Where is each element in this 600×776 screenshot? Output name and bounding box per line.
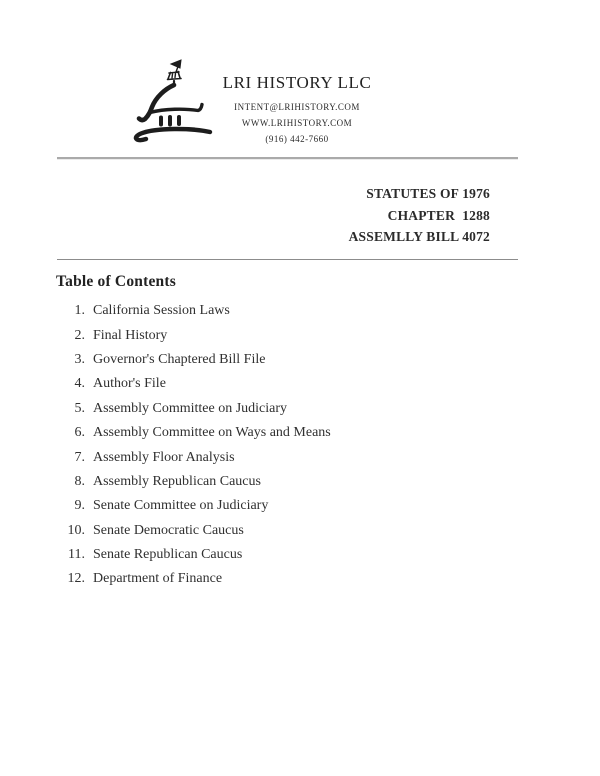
toc-item xyxy=(55,372,475,396)
toc-item xyxy=(55,567,475,591)
toc-item-label: Governor's Chaptered Bill File xyxy=(93,351,266,367)
toc-item-number: 4. xyxy=(74,376,85,392)
toc-item-label: Assembly Committee on Ways and Means xyxy=(93,425,331,441)
toc-list xyxy=(55,299,475,592)
toc-item xyxy=(55,397,475,421)
toc-item-number: 9. xyxy=(74,498,85,514)
toc-item-label: Senate Democratic Caucus xyxy=(93,522,244,538)
toc-item-label: Senate Republican Caucus xyxy=(93,547,243,563)
toc-item-number: 8. xyxy=(74,473,85,489)
horizontal-rule-top xyxy=(57,157,518,159)
toc-item-number: 3. xyxy=(74,351,85,367)
toc-item-number: 1. xyxy=(74,303,85,319)
toc-item xyxy=(55,494,475,518)
toc-item-label: Assembly Republican Caucus xyxy=(93,473,261,489)
chapter-line: CHAPTER 1288 xyxy=(387,207,490,223)
toc-item xyxy=(55,348,475,372)
toc-item xyxy=(55,543,475,567)
toc-item-label: Assembly Committee on Judiciary xyxy=(93,400,288,416)
case-info-block xyxy=(349,183,490,248)
company-name: LRI HISTORY LLC xyxy=(222,73,372,92)
toc-item-number: 2. xyxy=(74,327,85,343)
toc-item xyxy=(55,299,475,323)
toc-item-number: 11. xyxy=(68,547,85,563)
company-website: WWW.LRIHISTORY.COM xyxy=(241,118,353,128)
company-email: INTENT@LRIHISTORY.COM xyxy=(234,102,360,112)
toc-item-label: Final History xyxy=(93,327,168,343)
toc-item-label: Senate Committee on Judiciary xyxy=(93,498,269,514)
bill-line: ASSEMLLY BILL 4072 xyxy=(348,229,490,244)
letterhead xyxy=(197,73,397,147)
toc-title: Table of Contents xyxy=(56,273,176,290)
toc-item-label: California Session Laws xyxy=(93,303,230,319)
toc-item-number: 5. xyxy=(74,400,85,416)
toc-item xyxy=(55,519,475,543)
horizontal-rule-middle xyxy=(57,259,518,260)
toc-item-label: Assembly Floor Analysis xyxy=(93,449,235,465)
toc-item-number: 12. xyxy=(67,571,85,587)
toc-item-number: 6. xyxy=(74,425,85,441)
toc-item-number: 7. xyxy=(74,449,85,465)
toc-item xyxy=(55,445,475,469)
toc-item-label: Department of Finance xyxy=(93,571,223,587)
toc-item-label: Author's File xyxy=(93,376,166,392)
toc-item xyxy=(55,470,475,494)
statutes-line: STATUTES OF 1976 xyxy=(366,186,490,201)
toc-item xyxy=(55,323,475,347)
toc-item-number: 10. xyxy=(67,522,85,538)
company-phone: (916) 442-7660 xyxy=(265,134,329,144)
toc-item xyxy=(55,421,475,445)
